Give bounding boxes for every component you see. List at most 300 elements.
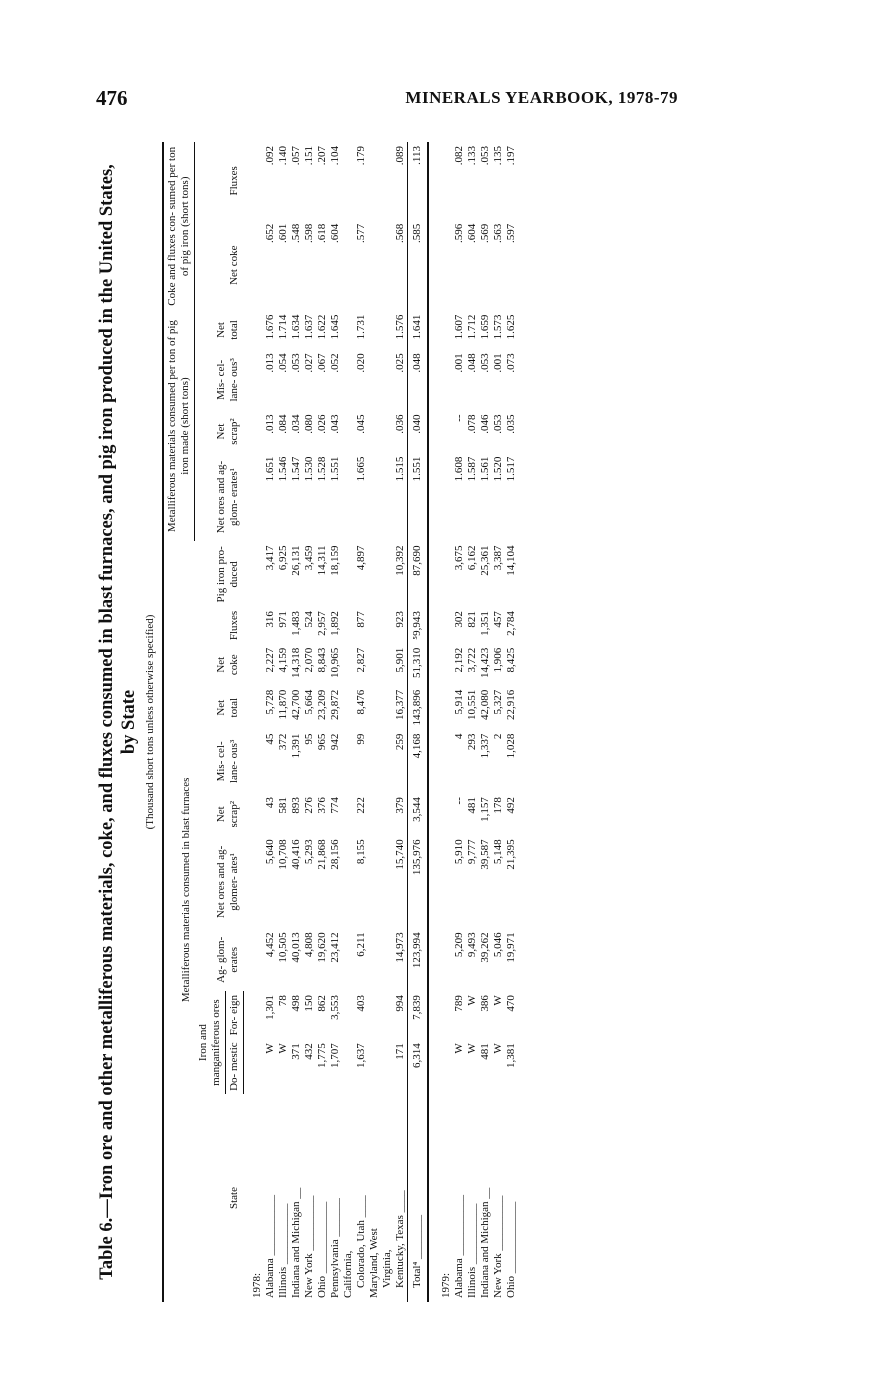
- table-cell: .597: [505, 223, 517, 243]
- table-cell: W: [277, 1043, 289, 1054]
- empty-cell: [243, 991, 264, 1039]
- table-cell: W: [453, 1043, 465, 1054]
- table-cell: 994: [394, 995, 406, 1012]
- table-cell: 6,211: [355, 932, 367, 957]
- empty-cell: [432, 644, 453, 686]
- table-cell: .652: [264, 223, 276, 243]
- empty-cell: [381, 220, 394, 311]
- table-title-line2: by State: [119, 689, 139, 755]
- empty-cell: [432, 835, 453, 928]
- table-title: [96, 144, 140, 1300]
- table-cell: 8,425: [505, 647, 517, 673]
- table-cell: 1.520: [492, 456, 504, 482]
- table-cell: 923: [394, 611, 406, 628]
- empty-cell: [432, 541, 453, 607]
- table-cell: 9,493: [466, 932, 478, 958]
- empty-cell: [368, 349, 381, 410]
- table-cell: 14,311: [316, 545, 328, 576]
- table-cell: 581: [277, 797, 289, 814]
- header-state: State: [228, 1187, 240, 1209]
- table-cell: 51,310: [408, 644, 429, 686]
- empty-cell: [342, 410, 355, 452]
- empty-cell: [368, 220, 381, 311]
- table-cell: 1,637: [355, 1043, 367, 1068]
- table-cell: 5,664: [303, 689, 315, 715]
- table-cell: 18,159: [329, 545, 341, 576]
- header-net-ores: Net ores and ag- glomer- ates¹: [215, 845, 240, 919]
- table-row: [466, 142, 479, 1302]
- empty-cell: [243, 730, 264, 793]
- table-cell: 372: [277, 733, 289, 751]
- empty-cell: [368, 686, 381, 730]
- table-cell: 403: [355, 995, 367, 1012]
- table-cell: 5,728: [264, 689, 276, 715]
- table-cell: 4,159: [277, 647, 289, 673]
- table-cell: 4,168: [408, 730, 429, 793]
- empty-cell: [432, 1039, 453, 1094]
- empty-cell: [381, 928, 394, 991]
- table-row: [453, 142, 466, 1302]
- table-cell: 1.625: [505, 314, 517, 340]
- table-cell: .045: [355, 414, 367, 434]
- table-cell: 3,553: [329, 995, 341, 1020]
- empty-cell: [368, 410, 381, 452]
- table-cell: .013: [264, 414, 276, 434]
- table-cell: .197: [505, 146, 517, 166]
- empty-cell: [381, 311, 394, 350]
- table-cell: 40,416: [290, 839, 302, 870]
- table-cell: 498: [290, 995, 302, 1012]
- year-label: 1978:: [251, 1272, 263, 1298]
- empty-cell: [432, 142, 453, 220]
- table-cell: 481: [466, 797, 478, 814]
- table-cell: W: [492, 1043, 504, 1054]
- empty-cell: [432, 686, 453, 730]
- table-cell: 1.551: [329, 456, 341, 482]
- table-cell: 316: [264, 611, 276, 628]
- table-cell: 10,551: [466, 689, 478, 720]
- empty-cell: [342, 220, 355, 311]
- table-cell: 1,892: [329, 611, 341, 636]
- table-cell: W: [466, 995, 478, 1006]
- header-pt-net-ores: Net ores and ag- glom- erates¹: [215, 460, 240, 534]
- empty-cell: [243, 311, 264, 350]
- empty-cell: [381, 1039, 394, 1094]
- empty-cell: [432, 349, 453, 410]
- table-cell: .113: [408, 142, 429, 220]
- table-cell: 862: [316, 995, 328, 1012]
- table-cell: .585: [408, 220, 429, 311]
- table-cell: 5,209: [453, 932, 465, 958]
- year-row: [243, 142, 264, 1302]
- table-cell: 2,070: [303, 647, 315, 673]
- header-net-total: Net total: [215, 697, 240, 718]
- table-cell: .569: [479, 223, 491, 243]
- table-cell: 1.517: [505, 456, 517, 482]
- empty-cell: [342, 541, 355, 607]
- table-cell: .601: [277, 223, 289, 243]
- empty-cell: [342, 991, 355, 1039]
- table-cell: 1.587: [466, 456, 478, 482]
- table-body: [243, 142, 518, 1302]
- table-cell: 16,377: [394, 689, 406, 720]
- table-cell: 371: [290, 1043, 302, 1060]
- table-cell: 293: [466, 733, 478, 751]
- table-cell: 10,505: [277, 932, 289, 963]
- table-cell: 524: [303, 611, 315, 628]
- header-fluxes: Fluxes: [228, 610, 240, 641]
- empty-cell: [368, 793, 381, 835]
- empty-cell: [243, 453, 264, 542]
- table-cell: .057: [290, 146, 302, 166]
- empty-cell: [381, 349, 394, 410]
- header-cf-fluxes: Fluxes: [228, 166, 240, 196]
- empty-cell: [381, 607, 394, 644]
- table-cell: 1,483: [290, 611, 302, 636]
- table-cell: W: [264, 1043, 276, 1054]
- table-cell: .001: [492, 353, 504, 373]
- table-cell: 386: [479, 995, 491, 1012]
- header-pt-misc: Mis- cel- lane- ous³: [215, 358, 240, 402]
- table-cell: 39,262: [479, 932, 491, 963]
- table-cell: .040: [408, 410, 429, 452]
- header-pt-net-total: Net total: [215, 320, 240, 340]
- table-cell: 1,707: [329, 1043, 341, 1068]
- table-cell: 25,361: [479, 545, 491, 576]
- empty-cell: [342, 349, 355, 410]
- table-cell: 259: [394, 733, 406, 751]
- table-cell: 6,925: [277, 545, 289, 571]
- table-cell: .001: [453, 353, 465, 373]
- table-cell: 95: [303, 733, 315, 745]
- table-cell: 1.714: [277, 314, 289, 340]
- year-label: 1979:: [440, 1272, 452, 1298]
- table-cell: .135: [492, 146, 504, 166]
- table-cell: 4: [453, 733, 465, 740]
- table-cell: 774: [329, 797, 341, 814]
- table-cell: 22,916: [505, 689, 517, 720]
- table-title-line1: Table 6.—Iron ore and other metalliferous materials, coke, and fluxes consumed in blast furnaces, and pig iron produced in the United States,: [97, 164, 117, 1280]
- table-cell: .046: [479, 414, 491, 434]
- table-cell: 29,872: [329, 689, 341, 720]
- row-label: Colorado, Utah ____: [355, 1195, 367, 1288]
- table-cell: 4,452: [264, 932, 276, 958]
- table-cell: .577: [355, 223, 367, 243]
- header-cf-net-coke: Net coke: [228, 245, 240, 285]
- table-cell: 1.634: [290, 314, 302, 340]
- table-cell: 6,314: [408, 1039, 429, 1094]
- table-cell: 379: [394, 797, 406, 814]
- empty-cell: [368, 730, 381, 793]
- table-cell: 99: [355, 733, 367, 745]
- empty-cell: [368, 142, 381, 220]
- empty-cell: [432, 311, 453, 350]
- table-row: [277, 142, 290, 1302]
- table-cell: 470: [505, 995, 517, 1012]
- table-cell: 3,722: [466, 647, 478, 673]
- row-label: New York __________: [492, 1195, 504, 1298]
- table-cell: .036: [394, 414, 406, 434]
- table-cell: 1,775: [316, 1043, 328, 1068]
- table-cell: 1.576: [394, 314, 406, 340]
- table-cell: 6,162: [466, 545, 478, 571]
- table-cell: 3,459: [303, 545, 315, 571]
- table-cell: .054: [277, 353, 289, 373]
- table-cell: 1.676: [264, 314, 276, 340]
- table-cell: 14,318: [290, 647, 302, 678]
- table-cell: 15,740: [394, 839, 406, 870]
- table-cell: 23,412: [329, 932, 341, 963]
- table-cell: 1,381: [505, 1043, 517, 1068]
- table-cell: 5,901: [394, 647, 406, 673]
- table-subtitle: (Thousand short tons unless otherwise specified): [144, 614, 156, 830]
- table-cell: .548: [290, 223, 302, 243]
- table-cell: 432: [303, 1043, 315, 1060]
- table-row: [303, 142, 316, 1302]
- table-cell: 302: [453, 611, 465, 628]
- empty-cell: [432, 928, 453, 991]
- empty-cell: [342, 730, 355, 793]
- table-cell: .035: [505, 414, 517, 434]
- table-cell: 971: [277, 611, 289, 628]
- row-label: Virginia,: [381, 1249, 393, 1288]
- empty-cell: [342, 644, 355, 686]
- table-cell: .604: [466, 223, 478, 243]
- table-cell: 9,777: [466, 839, 478, 865]
- table-cell: 10,965: [329, 647, 341, 678]
- empty-cell: [342, 793, 355, 835]
- table-row: [316, 142, 329, 1302]
- table-cell: 3,544: [408, 793, 429, 835]
- table-cell: 19,971: [505, 932, 517, 963]
- row-label: California,: [342, 1250, 354, 1298]
- empty-cell: [342, 1039, 355, 1094]
- table-cell: .596: [453, 223, 465, 243]
- page-header: [96, 86, 796, 112]
- table-cell: 26,131: [290, 545, 302, 576]
- empty-cell: [243, 1039, 264, 1094]
- table-cell: .053: [492, 414, 504, 434]
- table-cell: 222: [355, 797, 367, 814]
- table-cell: 42,080: [479, 689, 491, 720]
- table-cell: 14,423: [479, 647, 491, 678]
- table-cell: 5,046: [492, 932, 504, 958]
- table-row: [264, 142, 277, 1302]
- header-domestic: Do- mestic: [225, 1039, 243, 1094]
- empty-cell: [381, 686, 394, 730]
- table-cell: 1.659: [479, 314, 491, 340]
- table-cell: 1.645: [329, 314, 341, 340]
- table-cell: .078: [466, 414, 478, 434]
- header-agglomerates: Ag- glom- erates: [215, 936, 240, 983]
- table-cell: .048: [408, 349, 429, 410]
- table-cell: 5,293: [303, 839, 315, 865]
- table-cell: 1.607: [453, 314, 465, 340]
- empty-cell: [432, 991, 453, 1039]
- table-cell: .053: [290, 353, 302, 373]
- empty-cell: [243, 928, 264, 991]
- table-cell: --: [453, 797, 465, 805]
- table-cell: .133: [466, 146, 478, 166]
- table-cell: 43: [264, 797, 276, 809]
- table-cell: 14,104: [505, 545, 517, 576]
- table-cell: --: [453, 414, 465, 422]
- table-cell: 877: [355, 611, 367, 628]
- table-cell: 171: [394, 1043, 406, 1060]
- header-foreign: For- eign: [225, 991, 243, 1039]
- table-cell: .043: [329, 414, 341, 434]
- table-cell: 150: [303, 995, 315, 1012]
- total-row: [408, 142, 429, 1302]
- row-label: New York __________: [303, 1195, 315, 1298]
- header-group-coke-fluxes: Coke and fluxes con- sumed per ton of pig iron (short tons): [163, 142, 195, 311]
- table-cell: 10,708: [277, 839, 289, 870]
- empty-cell: [243, 644, 264, 686]
- table-cell: 28,156: [329, 839, 341, 870]
- table-cell: 1,301: [264, 995, 276, 1020]
- data-table: [162, 142, 518, 1302]
- row-label: Illinois ___________: [277, 1203, 289, 1298]
- empty-cell: [381, 142, 394, 220]
- empty-cell: [381, 793, 394, 835]
- table-cell: 1.637: [303, 314, 315, 340]
- table-cell: .048: [466, 353, 478, 373]
- table-cell: 965: [316, 733, 328, 751]
- empty-cell: [243, 349, 264, 410]
- rotated-table-block: [90, 132, 860, 1312]
- empty-cell: [432, 607, 453, 644]
- table-cell: 1.608: [453, 456, 465, 482]
- row-label: Ohio _____________: [505, 1201, 517, 1298]
- table-cell: 457: [492, 611, 504, 628]
- table-cell: 1,351: [479, 611, 491, 636]
- table-cell: .080: [303, 414, 315, 434]
- table-cell: .053: [479, 146, 491, 166]
- table-cell: 5,910: [453, 839, 465, 865]
- empty-cell: [243, 607, 264, 644]
- header-group-per-ton: Metalliferous materials consumed per ton of pig iron made (short tons): [163, 311, 195, 542]
- empty-cell: [381, 453, 394, 542]
- empty-cell: [368, 835, 381, 928]
- row-label: Alabama ___________: [453, 1195, 465, 1298]
- table-cell: 8,155: [355, 839, 367, 865]
- table-cell: .568: [394, 223, 406, 243]
- table-cell: .179: [355, 146, 367, 166]
- table-cell: 942: [329, 733, 341, 751]
- table-cell: 5,914: [453, 689, 465, 715]
- table-row: [329, 142, 342, 1302]
- empty-cell: [368, 607, 381, 644]
- header-pt-net-scrap: Net scrap²: [215, 418, 240, 445]
- table-cell: 2,192: [453, 647, 465, 673]
- row-label: Kentucky, Texas ____: [394, 1190, 406, 1288]
- table-cell: 14,973: [394, 932, 406, 963]
- empty-cell: [381, 541, 394, 607]
- empty-cell: [432, 220, 453, 311]
- table-cell: 3,417: [264, 545, 276, 571]
- empty-cell: [243, 793, 264, 835]
- empty-cell: [243, 142, 264, 220]
- table-cell: 40,013: [290, 932, 302, 963]
- empty-cell: [368, 311, 381, 350]
- table-row: [479, 142, 492, 1302]
- table-cell: 1.731: [355, 314, 367, 340]
- table-cell: .563: [492, 223, 504, 243]
- table-cell: 8,476: [355, 689, 367, 715]
- empty-cell: [368, 991, 381, 1039]
- table-cell: .618: [316, 223, 328, 243]
- table-row: [394, 142, 408, 1302]
- table-cell: 39,587: [479, 839, 491, 870]
- table-cell: .104: [329, 146, 341, 166]
- empty-cell: [342, 311, 355, 350]
- empty-cell: [368, 644, 381, 686]
- table-cell: .151: [303, 146, 315, 166]
- table-cell: 23,209: [316, 689, 328, 720]
- table-cell: .034: [290, 414, 302, 434]
- year-row: [432, 142, 453, 1302]
- empty-cell: [342, 835, 355, 928]
- empty-cell: [342, 928, 355, 991]
- table-cell: 5,640: [264, 839, 276, 865]
- table-cell: .089: [394, 146, 406, 166]
- table-row: [355, 142, 368, 1302]
- table-cell: 492: [505, 797, 517, 814]
- table-cell: 1.641: [408, 311, 429, 350]
- table-cell: W: [466, 1043, 478, 1054]
- empty-cell: [342, 607, 355, 644]
- table-cell: 376: [316, 797, 328, 814]
- table-cell: 2,784: [505, 611, 517, 636]
- empty-cell: [368, 453, 381, 542]
- empty-cell: [243, 220, 264, 311]
- table-cell: .052: [329, 353, 341, 373]
- table-cell: .013: [264, 353, 276, 373]
- table-cell: 4,897: [355, 545, 367, 571]
- row-label: Ohio _____________: [316, 1201, 328, 1298]
- table-cell: 1,157: [479, 797, 491, 822]
- empty-cell: [432, 410, 453, 452]
- empty-cell: [368, 541, 381, 607]
- table-cell: 135,976: [408, 835, 429, 928]
- table-row: [505, 142, 518, 1302]
- table-cell: 789: [453, 995, 465, 1012]
- table-cell: 3,675: [453, 545, 465, 571]
- page-number: 476: [96, 86, 128, 110]
- empty-cell: [381, 730, 394, 793]
- table-cell: 2,957: [316, 611, 328, 636]
- table-cell: 4,808: [303, 932, 315, 958]
- empty-cell: [342, 686, 355, 730]
- table-row: [290, 142, 303, 1302]
- table-cell: 143,896: [408, 686, 429, 730]
- empty-cell: [381, 644, 394, 686]
- header-group-metalliferous: Metalliferous materials consumed in blast furnaces: [179, 777, 192, 1003]
- table-cell: .598: [303, 223, 315, 243]
- table-cell: 1.551: [408, 453, 429, 542]
- empty-cell: [342, 142, 355, 220]
- table-cell: .027: [303, 353, 315, 373]
- empty-cell: [368, 1039, 381, 1094]
- empty-cell: [243, 541, 264, 607]
- table-cell: 481: [479, 1043, 491, 1060]
- table-cell: 1,906: [492, 647, 504, 673]
- table-cell: 893: [290, 797, 302, 814]
- table-cell: ⁵9,943: [408, 607, 429, 644]
- header-group-iron-ores: Iron and manganiferous ores: [195, 991, 226, 1094]
- table-cell: 1.651: [264, 456, 276, 482]
- table-cell: 1.712: [466, 314, 478, 340]
